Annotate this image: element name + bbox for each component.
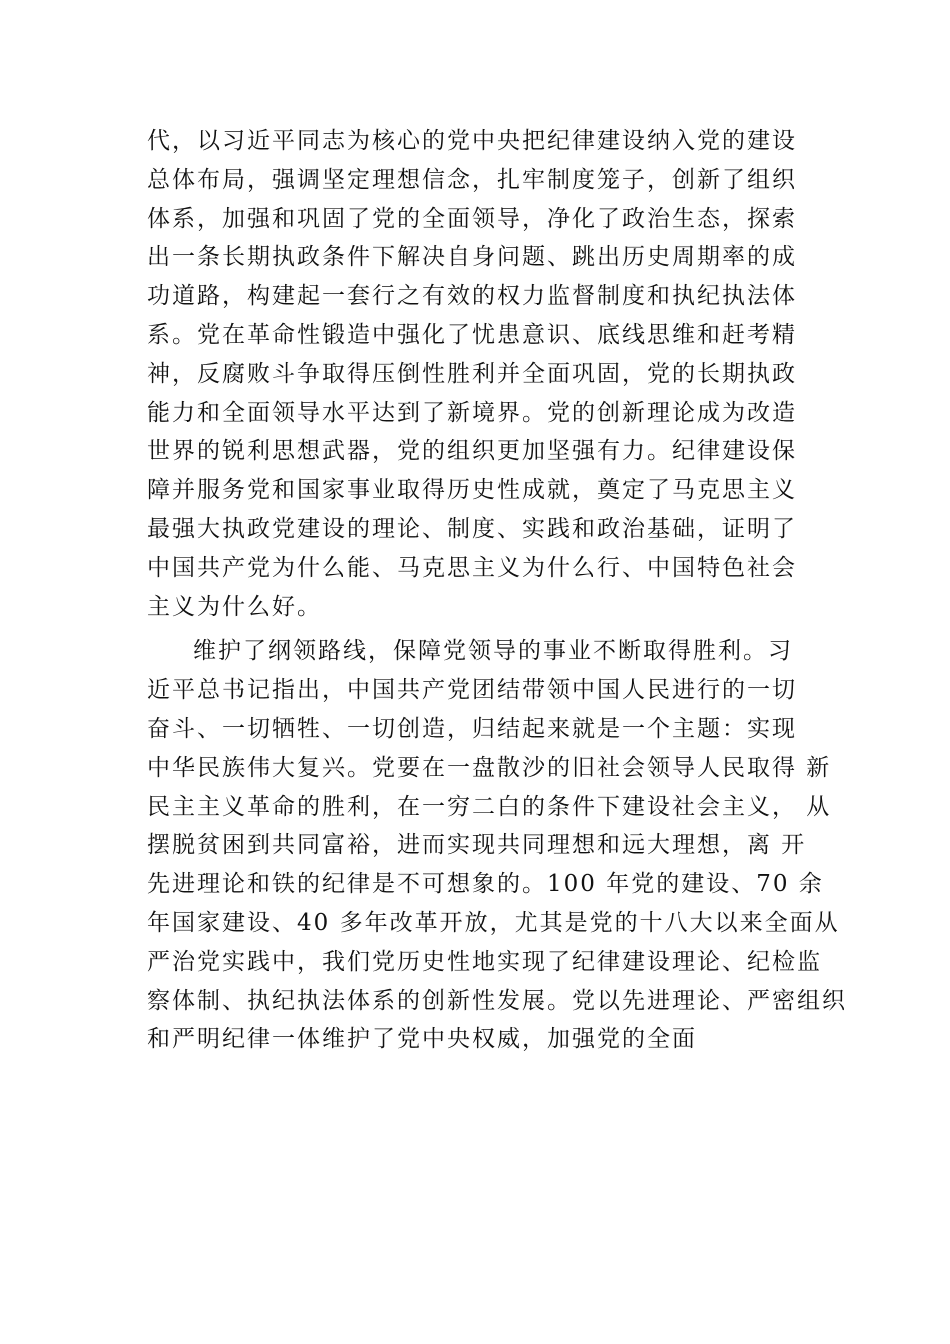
- text-line: 察体制、执纪执法体系的创新性发展。党以先进理论、严密组织: [147, 987, 847, 1014]
- text-line: 近平总书记指出，中国共产党团结带领中国人民进行的一切: [147, 677, 797, 704]
- text-line: 世界的锐利思想武器，党的组织更加坚强有力。纪律建设保: [147, 438, 797, 465]
- text-line: 出一条长期执政条件下解决自身问题、跳出历史周期率的成: [147, 244, 797, 271]
- text-line: 先进理论和铁的纪律是不可想象的。100 年党的建设、70 余: [147, 871, 824, 898]
- text-line: 和严明纪律一体维护了党中央权威，加强党的全面: [147, 1026, 697, 1053]
- text-line: 障并服务党和国家事业取得历史性成就，奠定了马克思主义: [147, 477, 797, 504]
- text-line: 系。党在革命性锻造中强化了忧患意识、底线思维和赶考精: [147, 321, 797, 348]
- text-line: 体系，加强和巩固了党的全面领导，净化了政治生态，探索: [147, 205, 797, 232]
- text-line: 功道路，构建起一套行之有效的权力监督制度和执纪执法体: [147, 283, 797, 310]
- text-line: 总体布局，强调坚定理想信念，扎牢制度笼子，创新了组织: [147, 166, 797, 193]
- text-line: 奋斗、一切牺牲、一切创造，归结起来就是一个主题：实现: [147, 715, 797, 742]
- text-line: 代，以习近平同志为核心的党中央把纪律建设纳入党的建设: [147, 128, 797, 154]
- text-line: 民主主义革命的胜利，在一穷二白的条件下建设社会主义， 从: [147, 793, 832, 820]
- text-line: 最强大执政党建设的理论、制度、实践和政治基础，证明了: [147, 515, 797, 542]
- text-line: 维护了纲领路线，保障党领导的事业不断取得胜利。习: [193, 638, 793, 665]
- text-line: 中华民族伟大复兴。党要在一盘散沙的旧社会领导人民取得 新: [147, 754, 832, 781]
- text-line: 中国共产党为什么能、马克思主义为什么行、中国特色社会: [147, 554, 797, 581]
- paragraph-1: [147, 122, 847, 626]
- text-line: 年国家建设、40 多年改革开放，尤其是党的十八大以来全面从: [147, 909, 840, 936]
- body-text: [147, 122, 847, 1059]
- text-line: 摆脱贫困到共同富裕，进而实现共同理想和远大理想，离 开: [147, 832, 807, 859]
- paragraph-2: [147, 632, 847, 1059]
- text-line: 能力和全面领导水平达到了新境界。党的创新理论成为改造: [147, 399, 797, 426]
- text-line: 严治党实践中，我们党历史性地实现了纪律建设理论、纪检监: [147, 948, 822, 975]
- text-line: 主义为什么好。: [147, 593, 322, 620]
- text-line: 神，反腐败斗争取得压倒性胜利并全面巩固，党的长期执政: [147, 360, 797, 387]
